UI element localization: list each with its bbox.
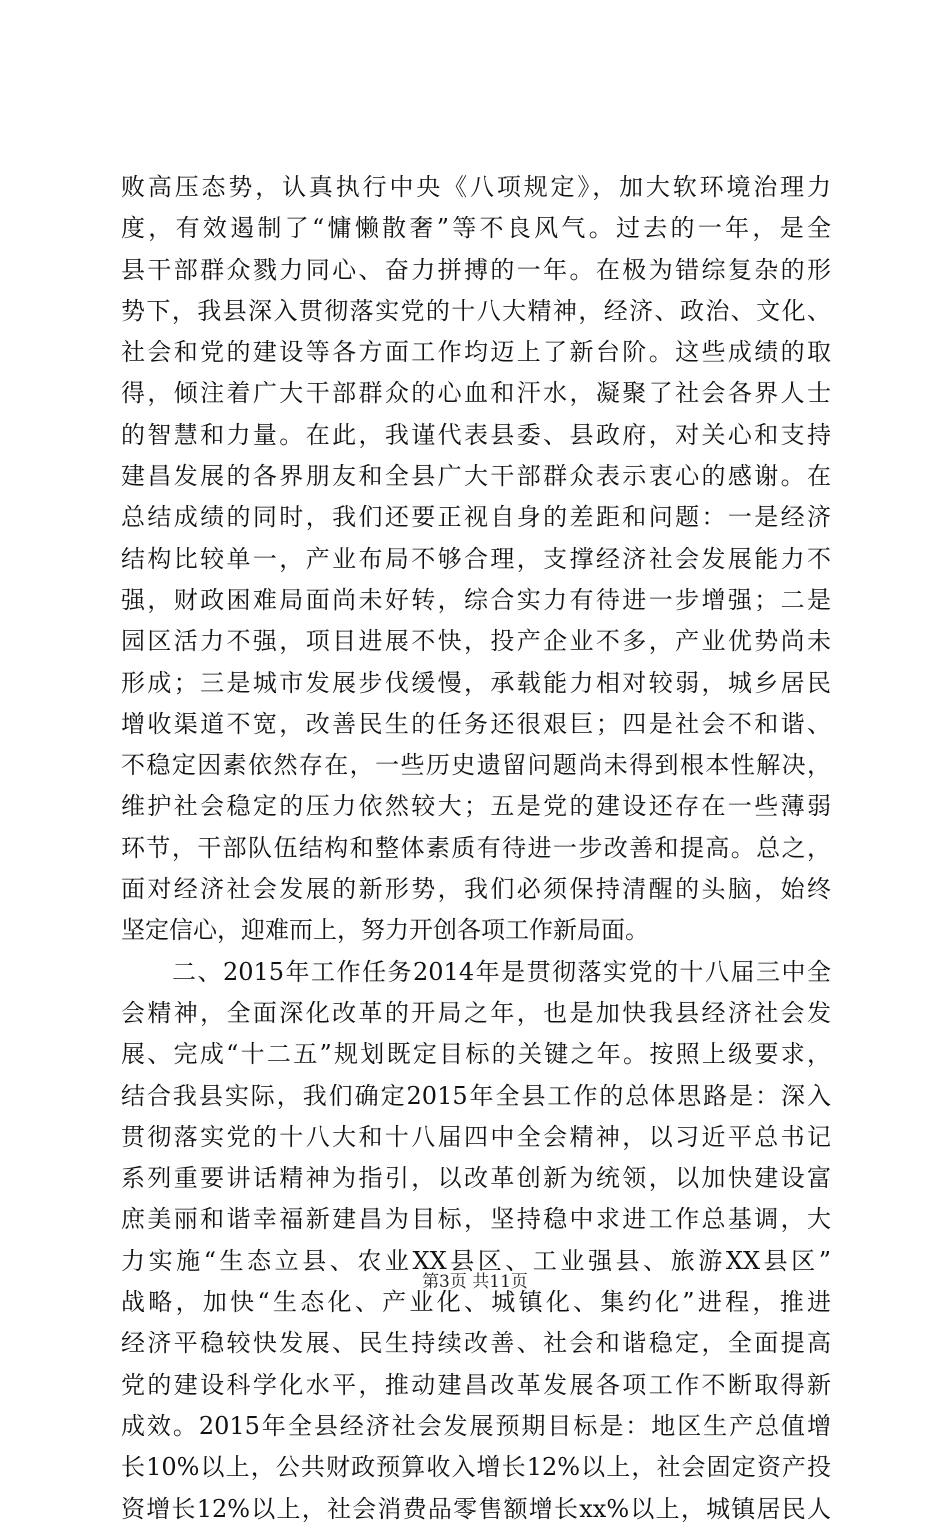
text-line: 成效。2015年全县经济社会发展预期目标是：地区生产总值增 [121,1411,831,1440]
text-line: 二、2015年工作任务2014年是贯彻落实党的十八届三中全 [121,957,831,986]
text-line: 结合我县实际，我们确定2015年全县工作的总体思路是：深入 [121,1081,831,1110]
text-line: 形成；三是城市发展步伐缓慢，承载能力相对较弱，城乡居民 [121,668,831,697]
text-line: 贯彻落实党的十八大和十八届四中全会精神，以习近平总书记 [121,1122,831,1151]
text-line: 园区活力不强，项目进展不快，投产企业不多，产业优势尚未 [121,627,831,656]
text-line: 系列重要讲话精神为指引，以改革创新为统领，以加快建设富 [121,1164,831,1193]
text-line: 党的建设科学化水平，推动建昌改革发展各项工作不断取得新 [121,1370,831,1399]
text-line: 的智慧和力量。在此，我谨代表县委、县政府，对关心和支持 [121,420,831,449]
text-line: 增收渠道不宽，改善民生的任务还很艰巨；四是社会不和谐、 [121,709,831,738]
text-line: 建昌发展的各界朋友和全县广大干部群众表示衷心的感谢。在 [121,462,831,491]
text-line: 资增长12%以上，社会消费品零售额增长xx%以上，城镇居民人 [121,1494,831,1523]
text-line: 坚定信心，迎难而上，努力开创各项工作新局面。 [121,916,649,945]
text-line: 经济平稳较快发展、民生持续改善、社会和谐稳定，全面提高 [121,1329,831,1358]
text-line: 环节，干部队伍结构和整体素质有待进一步改善和提高。总之， [121,833,831,862]
text-line: 败高压态势，认真执行中央《八项规定》，加大软环境治理力 [121,173,831,201]
page-footer: 第3页 共11页 [422,1272,528,1292]
text-line: 县干部群众戮力同心、奋力拼搏的一年。在极为错综复杂的形 [121,255,831,284]
text-line: 面对经济社会发展的新形势，我们必须保持清醒的头脑，始终 [121,875,831,904]
text-line: 总结成绩的同时，我们还要正视自身的差距和问题：一是经济 [121,503,831,532]
body-text [121,167,831,1530]
text-line: 力实施“生态立县、农业XX县区、工业强县、旅游XX县区” [121,1246,831,1275]
text-line: 维护社会稳定的压力依然较大；五是党的建设还存在一些薄弱 [121,792,831,821]
text-line: 强，财政困难局面尚未好转，综合实力有待进一步增强；二是 [121,585,831,614]
text-line: 会精神，全面深化改革的开局之年，也是加快我县经济社会发 [121,998,831,1027]
text-line: 长10%以上，公共财政预算收入增长12%以上，社会固定资产投 [121,1453,831,1482]
text-line: 结构比较单一，产业布局不够合理，支撑经济社会发展能力不 [121,544,831,573]
text-line: 度，有效遏制了“慵懒散奢”等不良风气。过去的一年，是全 [121,214,831,243]
text-line: 战略，加快“生态化、产业化、城镇化、集约化”进程，推进 [121,1288,831,1317]
text-line: 势下，我县深入贯彻落实党的十八大精神，经济、政治、文化、 [121,296,831,325]
text-line: 展、完成“十二五”规划既定目标的关键之年。按照上级要求， [121,1040,831,1069]
text-line: 庶美丽和谐幸福新建昌为目标，坚持稳中求进工作总基调，大 [121,1205,831,1234]
text-line: 得，倾注着广大干部群众的心血和汗水，凝聚了社会各界人士 [121,379,831,408]
text-line: 社会和党的建设等各方面工作均迈上了新台阶。这些成绩的取 [121,338,831,367]
text-line: 不稳定因素依然存在，一些历史遗留问题尚未得到根本性解决， [121,751,831,780]
